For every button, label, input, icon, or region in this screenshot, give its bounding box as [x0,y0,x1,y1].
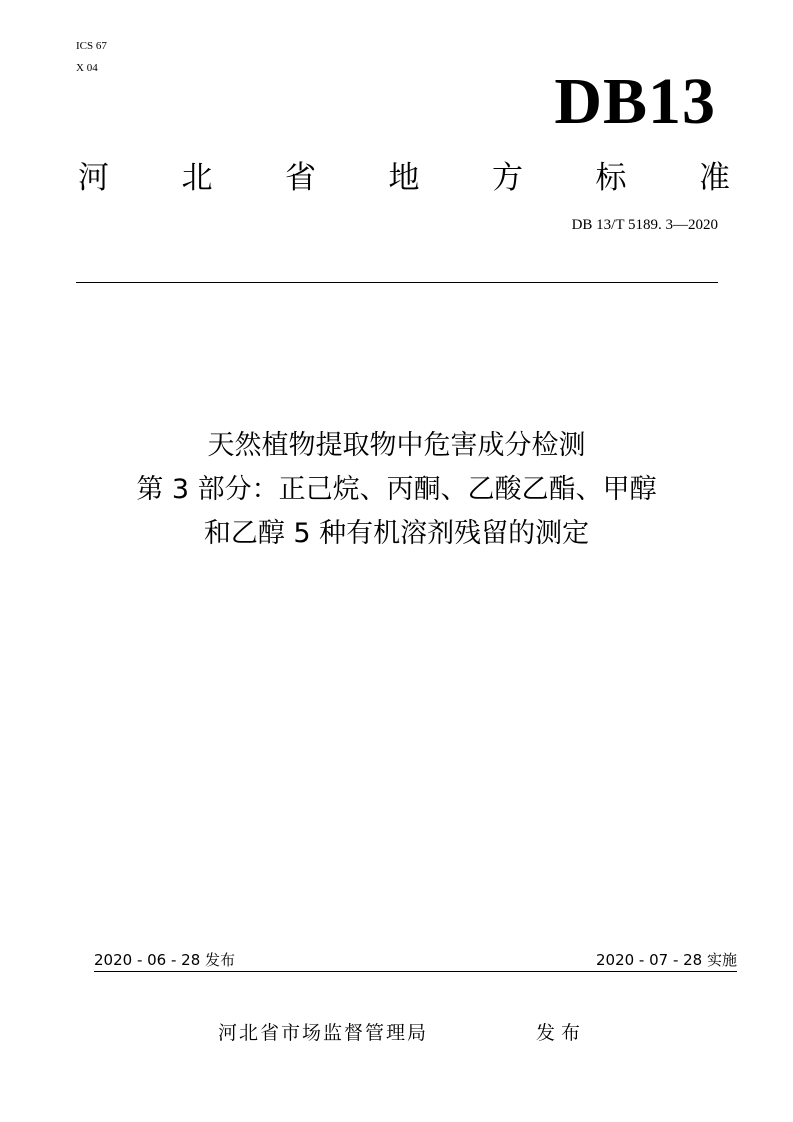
standard-type-char: 省 [285,159,316,196]
standard-type-char: 河 [78,159,109,196]
issuing-authority: 河北省市场监督管理局 [218,1022,429,1044]
title-line: 天然植物提取物中危害成分检测 [207,430,586,461]
standard-type-char: 准 [699,159,730,196]
standard-number: DB 13/T 5189. 3—2020 [571,217,718,233]
title-line: 第 3 部分：正己烷、丙酮、乙酸乙酯、甲醇 [136,474,657,505]
date-row [94,949,737,972]
standard-type-char: 北 [181,159,213,196]
ics-code: ICS 67 [76,40,107,52]
standard-type-char: 方 [492,159,523,196]
ccs-code: X 04 [76,62,98,74]
db-code-mark: DB13 [554,65,716,138]
standard-type-char: 标 [595,159,627,196]
publish-date: 2020 - 06 - 28 发布 [94,951,236,969]
standard-type-title [78,152,730,196]
implement-date: 2020 - 07 - 28 实施 [595,951,737,969]
header-divider [76,282,718,283]
standard-type-char: 地 [388,159,420,196]
title-line: 和乙醇 5 种有机溶剂残留的测定 [203,518,590,549]
issue-label: 发布 [536,1022,587,1044]
document-title [60,424,733,556]
